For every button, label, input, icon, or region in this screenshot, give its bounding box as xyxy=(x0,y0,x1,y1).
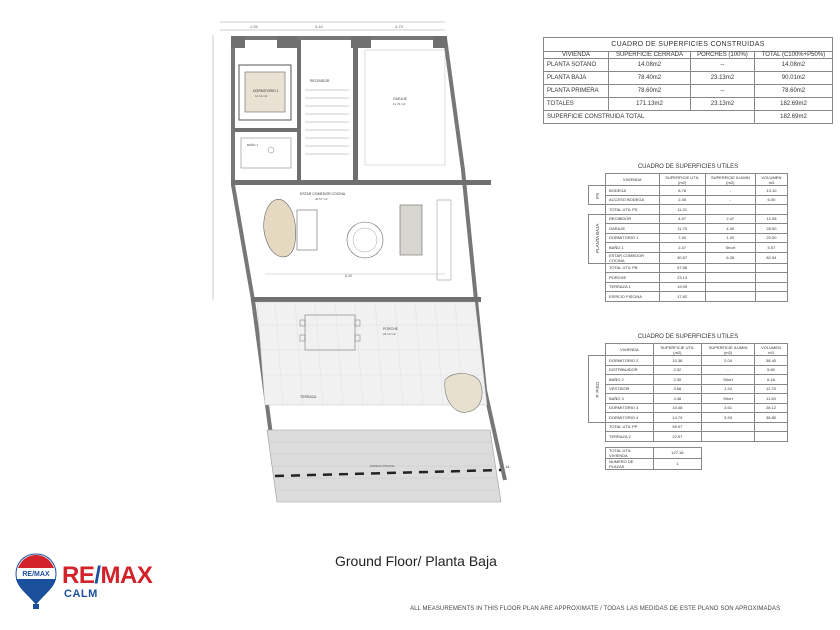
cell xyxy=(705,263,755,273)
cell: - xyxy=(705,186,755,196)
cell: 4.57 xyxy=(659,214,705,224)
floor-caption: Ground Floor/ Planta Baja xyxy=(335,553,497,569)
cell: 20.00 xyxy=(755,233,787,243)
table-row xyxy=(589,282,788,292)
group-label-pp: P. PISO xyxy=(589,356,606,423)
cell xyxy=(589,458,606,469)
table-row xyxy=(544,85,833,98)
cell: 6.26 xyxy=(705,252,755,263)
cell: 171.13m2 xyxy=(608,98,690,111)
cell: 19.09 xyxy=(659,282,705,292)
cell xyxy=(755,292,787,302)
cell: BAÑO 1 xyxy=(606,243,660,253)
table-header-blank xyxy=(589,174,606,186)
label-salon-area: 30.57 m2 xyxy=(315,197,328,201)
cell: 90.01m2 xyxy=(754,72,832,85)
table-row xyxy=(589,365,788,375)
cell: 12.08 xyxy=(755,214,787,224)
cell: ESPEJO PISCINA xyxy=(606,292,660,302)
cell: PLANTA BAJA xyxy=(544,72,609,85)
cell: 10.38 xyxy=(653,356,701,366)
cell: 4.40 xyxy=(705,224,755,234)
cell: 11.50 xyxy=(755,394,788,404)
cell: 14.79 xyxy=(653,413,701,423)
cell xyxy=(705,282,755,292)
cell: 78.60m2 xyxy=(608,85,690,98)
cell: TOTAL UTIL VIVIENDA xyxy=(606,447,654,458)
table-row xyxy=(589,375,788,385)
cell: 28.50 xyxy=(755,224,787,234)
cell: DORMITORIO 1 xyxy=(606,233,660,243)
cell: 7.40 xyxy=(659,233,705,243)
cell: ESTAR COMEDOR COCINA xyxy=(606,252,660,263)
table-title: CUADRO DE SUPERFICIES UTILES xyxy=(637,333,739,340)
cell: -- xyxy=(690,59,754,72)
cell: 82.54 xyxy=(755,252,787,263)
cell: TERRAZA 2 xyxy=(606,432,654,442)
cell xyxy=(705,205,755,215)
cell xyxy=(589,447,606,458)
cell: 3.93 xyxy=(702,413,755,423)
cell xyxy=(589,432,606,442)
cell: GARAJE xyxy=(606,224,660,234)
cell: 28.12 xyxy=(755,403,788,413)
label-garaje-area: 11.79 m2 xyxy=(393,102,406,106)
table-row xyxy=(589,432,788,442)
cell: 2.47 xyxy=(705,214,755,224)
table-row xyxy=(589,214,788,224)
cell: 11.79 xyxy=(659,224,705,234)
cell xyxy=(589,205,606,215)
cell: 2.30 xyxy=(653,375,701,385)
dim-mid: 6.40 xyxy=(345,274,352,278)
label-salon: ESTAR COMEDOR COCINA xyxy=(300,192,346,196)
cell: 6.18 xyxy=(755,375,788,385)
cell: 78.60m2 xyxy=(754,85,832,98)
cell xyxy=(755,432,788,442)
table-row xyxy=(589,447,788,458)
room-bano xyxy=(241,138,291,168)
cell: TERRAZA 1 xyxy=(606,282,660,292)
table-row xyxy=(589,186,788,196)
cell xyxy=(702,432,755,442)
cell: 59.07 xyxy=(653,422,701,432)
table-row xyxy=(589,292,788,302)
cell xyxy=(702,447,755,458)
cell: 3.61 xyxy=(702,403,755,413)
cell: DORMITORIO 3 xyxy=(606,403,654,413)
cell: Short xyxy=(705,243,755,253)
room-porche xyxy=(257,302,487,412)
cell: 14.08m2 xyxy=(608,59,690,72)
cell: 57.56 xyxy=(659,263,705,273)
cell: SUPERFICIE CONSTRUIDA TOTAL xyxy=(544,111,755,124)
table-title: CUADRO DE SUPERFICIES CONSTRUIDAS xyxy=(544,38,833,52)
cell: 1.20 xyxy=(705,233,755,243)
cell: - xyxy=(702,365,755,375)
cell: 78.40m2 xyxy=(608,72,690,85)
table-row xyxy=(589,243,788,253)
cell: 22.97 xyxy=(653,432,701,442)
cell: 23.13 xyxy=(659,273,705,283)
table-row xyxy=(589,263,788,273)
label-bano: BAÑO 1 xyxy=(247,143,259,147)
cell: DORMITORIO 4 xyxy=(606,413,654,423)
cell: 127.18 xyxy=(653,447,701,458)
cell: 2.04 xyxy=(702,356,755,366)
table-header: PORCHES (100%) xyxy=(690,52,754,59)
cell: 5.57 xyxy=(755,243,787,253)
table-row xyxy=(589,233,788,243)
table-header: SUPERFICIE ILUMIN (m2) xyxy=(705,174,755,186)
label-recibidor: RECIBIDOR xyxy=(310,79,330,83)
table-header: VIVIENDA xyxy=(606,344,654,356)
cell: 38.40 xyxy=(755,356,788,366)
table-row xyxy=(589,273,788,283)
cell xyxy=(705,273,755,283)
table-row xyxy=(589,384,788,394)
cell: 5.60 xyxy=(755,365,788,375)
brand-name: RE/MAX xyxy=(62,562,153,589)
cell: 2.45 xyxy=(659,195,705,205)
cell xyxy=(589,273,606,283)
table-header: VOLUMEN m3 xyxy=(755,174,787,186)
cell: RECIBIDOR xyxy=(606,214,660,224)
cell: 6.00 xyxy=(755,195,787,205)
cell: ACCESO BODEGA xyxy=(606,195,660,205)
cell: 14.08m2 xyxy=(754,59,832,72)
cell xyxy=(755,282,787,292)
cell: 30.57 xyxy=(659,252,705,263)
balloon-text: RE/MAX xyxy=(22,571,50,578)
label-pool: ESPEJO PISCINA xyxy=(370,464,395,468)
table-row xyxy=(544,98,833,111)
table-header: SUPERFICIE CERRADA xyxy=(608,52,690,59)
cell xyxy=(702,422,755,432)
cell: 2.32 xyxy=(653,365,701,375)
table-row xyxy=(589,394,788,404)
table-built-areas xyxy=(543,37,833,124)
room-salon xyxy=(264,192,451,280)
label-dormitorio: DORMITORIO 1 xyxy=(253,89,279,93)
room-garaje xyxy=(365,50,445,165)
cell: 2.47 xyxy=(659,243,705,253)
cell xyxy=(755,263,787,273)
stairs xyxy=(305,90,349,154)
dim-top-2: 3.44 xyxy=(315,24,323,29)
group-label-ps: PS xyxy=(589,186,606,205)
table-row xyxy=(589,413,788,423)
cell: 182.69m2 xyxy=(754,111,832,124)
cell: 13.10 xyxy=(755,186,787,196)
cell: BODEGA xyxy=(606,186,660,196)
cell: PLANTA PRIMERA xyxy=(544,85,609,98)
table-header: SUPERFICIE ILUMIN (m2) xyxy=(702,344,755,356)
cell: TOTAL UTIL PB xyxy=(606,263,660,273)
table-header-blank xyxy=(589,344,606,356)
label-terraza: TERRAZA xyxy=(300,395,317,399)
cell xyxy=(589,282,606,292)
cell xyxy=(755,205,787,215)
cell: DISTRIBUIDOR xyxy=(606,365,654,375)
cell: 17.82 xyxy=(659,292,705,302)
cell: Short xyxy=(702,394,755,404)
cell: 182.69m2 xyxy=(754,98,832,111)
cell xyxy=(755,422,788,432)
dim-top-3: 4.73 xyxy=(395,24,403,29)
group-label-pb: PLANTA BAJA xyxy=(589,214,606,263)
label-dormitorio-area: 14.11 m2 xyxy=(255,94,268,98)
disclaimer: ALL MEASUREMENTS IN THIS FLOOR PLAN ARE APPROXIMATE / TODAS LAS MEDIDAS DE ESTE PLANO SON APROXIMADAS xyxy=(410,606,781,612)
table-header: TOTAL (C100%+P50%) xyxy=(754,52,832,59)
cell xyxy=(589,422,606,432)
table-row xyxy=(589,422,788,432)
table-row xyxy=(544,59,833,72)
cell: TOTAL UTIL PS xyxy=(606,205,660,215)
table-row xyxy=(589,356,788,366)
table-useful-areas-ground xyxy=(588,160,788,302)
cell: 11.21 xyxy=(659,205,705,215)
cell: TOTALES xyxy=(544,98,609,111)
table-useful-areas-first xyxy=(588,330,788,470)
table-header: VIVIENDA xyxy=(544,52,609,59)
table-row xyxy=(589,224,788,234)
cell: BAÑO 2 xyxy=(606,375,654,385)
table-row xyxy=(544,72,833,85)
cell: 38.80 xyxy=(755,413,788,423)
pool xyxy=(267,430,510,502)
section-marker: 14 xyxy=(505,464,510,469)
cell: 8.76 xyxy=(659,186,705,196)
cell: PORCHE xyxy=(606,273,660,283)
cell: 1 xyxy=(653,458,701,469)
cell xyxy=(755,447,788,458)
cell: - xyxy=(705,195,755,205)
cell: 4.46 xyxy=(653,394,701,404)
floor-plan xyxy=(205,10,525,520)
label-garaje: GARAJE xyxy=(393,97,408,101)
table-header: VIVIENDA xyxy=(606,174,660,186)
dim-top-1: 1.25 xyxy=(250,24,258,29)
cell: 23.13m2 xyxy=(690,72,754,85)
table-row xyxy=(589,205,788,215)
cell: 3.66 xyxy=(653,384,701,394)
label-porche: PORCHE xyxy=(383,327,398,331)
cell: TOTAL UTIL PP xyxy=(606,422,654,432)
table-row xyxy=(589,458,788,469)
cell xyxy=(705,292,755,302)
table-row xyxy=(589,252,788,263)
cell: PLANTA SOTANO xyxy=(544,59,609,72)
table-title: CUADRO DE SUPERFICIES UTILES xyxy=(637,163,739,170)
cell: 12.70 xyxy=(755,384,788,394)
cell: -- xyxy=(690,85,754,98)
label-porche-area: 23.13 m2 xyxy=(383,332,396,336)
cell: NUMERO DE PLAZAS xyxy=(606,458,654,469)
cell: Short xyxy=(702,375,755,385)
cell: BAÑO 3 xyxy=(606,394,654,404)
table-row-total xyxy=(544,111,833,124)
cell xyxy=(589,292,606,302)
table-row xyxy=(589,195,788,205)
cell xyxy=(755,273,787,283)
table-header: SUPERFICIE UTIL (m2) xyxy=(653,344,701,356)
table-header: SUPERFICIE UTIL (m2) xyxy=(659,174,705,186)
cell: VESTIDOR xyxy=(606,384,654,394)
cell xyxy=(755,458,788,469)
cell: 10.48 xyxy=(653,403,701,413)
cell: 23.13m2 xyxy=(690,98,754,111)
room-dormitorio xyxy=(239,65,291,120)
table-row xyxy=(589,403,788,413)
cell: 1.24 xyxy=(702,384,755,394)
brand-sub: CALM xyxy=(64,588,98,600)
cell xyxy=(702,458,755,469)
balloon-icon xyxy=(14,552,58,610)
table-header: VOLUMEN m3 xyxy=(755,344,788,356)
cell: DORMITORIO 2 xyxy=(606,356,654,366)
cell xyxy=(589,263,606,273)
